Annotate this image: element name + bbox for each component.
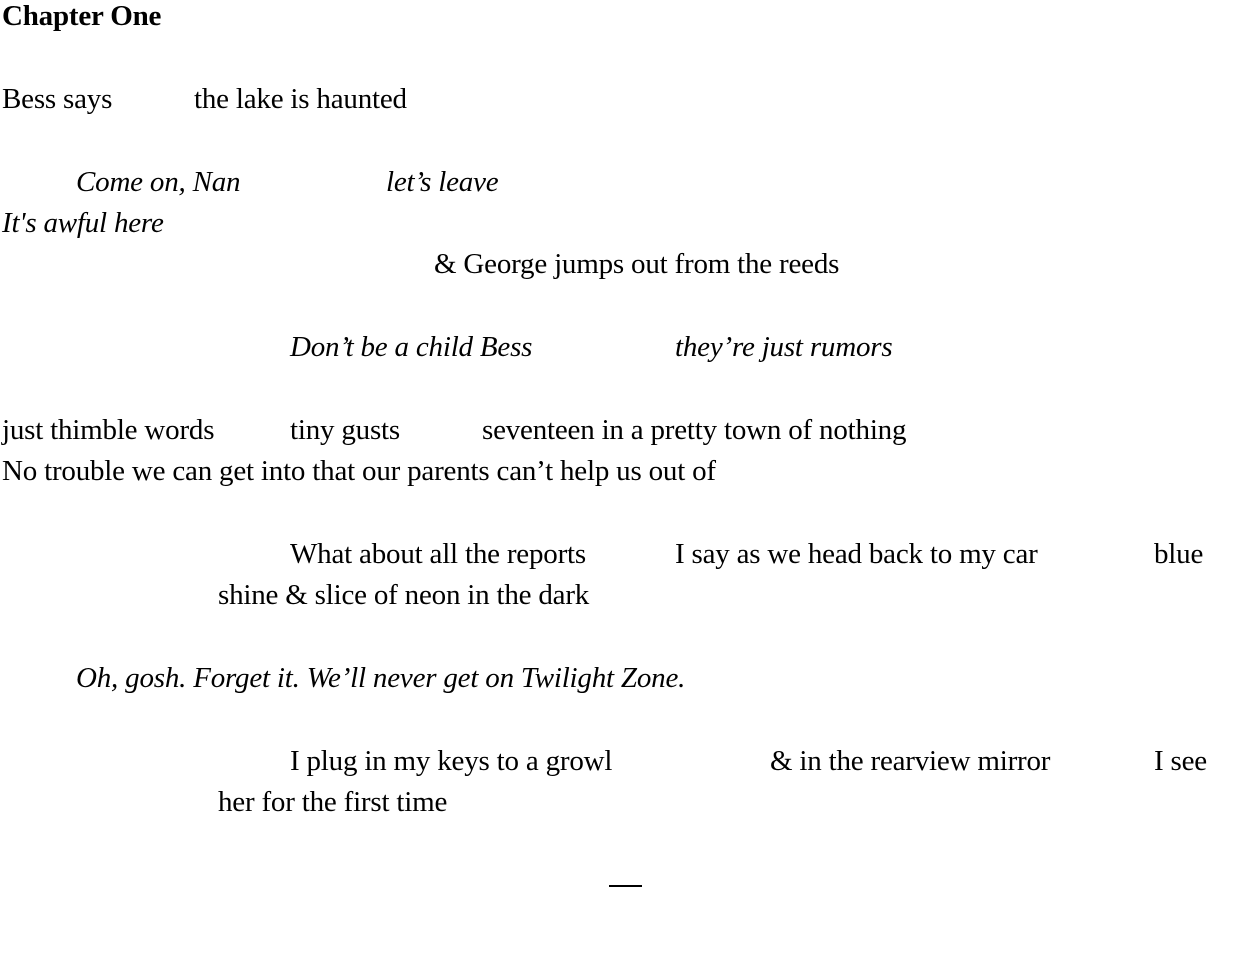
poem-line-keys-growl: I plug in my keys to a growl: [290, 745, 613, 777]
poem-line-i-see: I see: [1154, 745, 1207, 777]
poem-line-neon-shine: shine & slice of neon in the dark: [218, 579, 590, 611]
poem-line-blue: blue: [1154, 538, 1204, 570]
poem-line-first-time: her for the first time: [218, 786, 448, 818]
poem-line-george-jumps: & George jumps out from the reeds: [434, 248, 840, 280]
poem-line-bess-says: Bess says: [2, 83, 113, 115]
poem-line-tiny-gusts: tiny gusts: [290, 414, 400, 446]
poem-line-dont-be-child: Don’t be a child Bess: [290, 331, 533, 363]
poem-line-reports: What about all the reports: [290, 538, 586, 570]
section-break-dash: [609, 885, 642, 887]
poem-line-come-on-nan: Come on, Nan: [76, 166, 241, 198]
poem-line-head-back: I say as we head back to my car: [675, 538, 1038, 570]
chapter-title: Chapter One: [2, 0, 162, 32]
poem-line-rearview: & in the rearview mirror: [770, 745, 1051, 777]
poem-line-lets-leave: let’s leave: [386, 166, 499, 198]
poem-line-no-trouble: No trouble we can get into that our parents can’t help us out of: [2, 455, 716, 487]
poem-line-thimble-words: just thimble words: [2, 414, 215, 446]
poem-line-lake-haunted: the lake is haunted: [194, 83, 407, 115]
poem-line-seventeen: seventeen in a pretty town of nothing: [482, 414, 907, 446]
poem-line-twilight-zone: Oh, gosh. Forget it. We’ll never get on Twilight Zone.: [76, 662, 686, 694]
poem-line-just-rumors: they’re just rumors: [675, 331, 893, 363]
poem-line-awful-here: It's awful here: [2, 207, 164, 239]
